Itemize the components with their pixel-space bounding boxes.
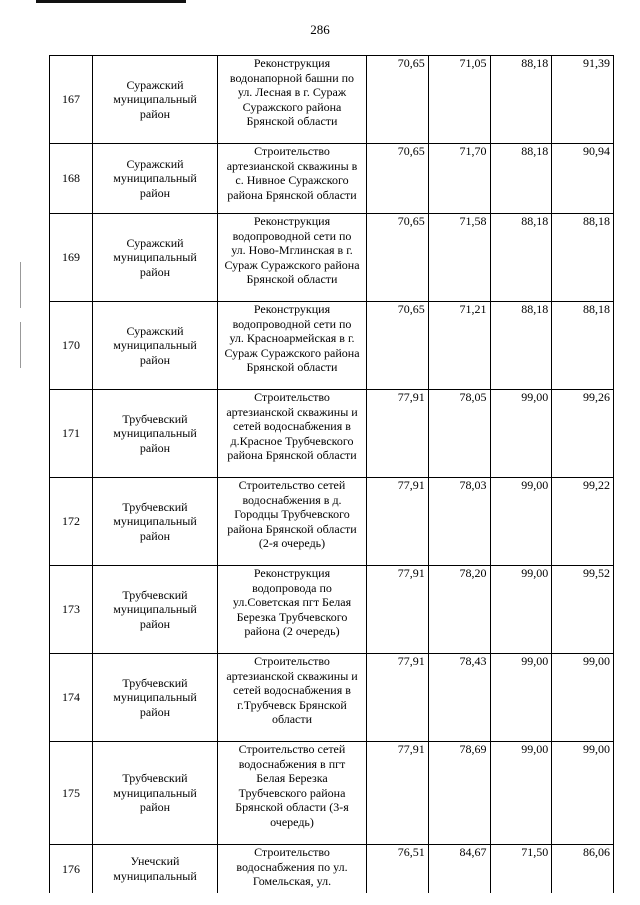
row-number-cell: [50, 56, 93, 144]
row-number: 170: [62, 338, 80, 353]
value-2: 71,70: [459, 144, 487, 158]
row-number-cell: [50, 478, 93, 566]
value-1-cell: [367, 845, 429, 893]
value-2-cell: [428, 478, 490, 566]
value-3-cell: [490, 566, 552, 654]
district-name: Суражский муниципальный район: [113, 77, 197, 121]
table-row: [50, 566, 614, 654]
value-3-cell: [490, 144, 552, 214]
value-2-cell: [428, 214, 490, 302]
value-1: 77,91: [397, 478, 425, 492]
row-number-cell: [50, 302, 93, 390]
row-number: 175: [62, 785, 80, 800]
project-cell: [218, 654, 367, 742]
project-cell: [218, 56, 367, 144]
project-cell: [218, 566, 367, 654]
value-1: 70,65: [397, 56, 425, 70]
value-1-cell: [367, 390, 429, 478]
value-1: 70,65: [397, 144, 425, 158]
value-2: 78,05: [459, 390, 487, 404]
district-cell: [93, 654, 218, 742]
value-3-cell: [490, 214, 552, 302]
district-name: Суражский муниципальный район: [113, 156, 197, 200]
value-3-cell: [490, 56, 552, 144]
district-cell: [93, 478, 218, 566]
district-cell: [93, 214, 218, 302]
value-4-cell: [552, 390, 614, 478]
row-number: 168: [62, 171, 80, 186]
value-1-cell: [367, 56, 429, 144]
district-cell: [93, 742, 218, 845]
top-rule: [36, 0, 186, 3]
row-number-cell: [50, 144, 93, 214]
project-name: Строительство водоснабжения по ул. Гомельская, ул.: [236, 845, 348, 888]
district-cell: [93, 302, 218, 390]
value-4: 99,00: [583, 742, 610, 756]
value-2-cell: [428, 845, 490, 893]
value-3: 99,00: [521, 654, 549, 668]
value-4-cell: [552, 302, 614, 390]
value-2-cell: [428, 56, 490, 144]
value-1-cell: [367, 214, 429, 302]
table-row: [50, 144, 614, 214]
margin-mark: [20, 262, 21, 308]
table-row: [50, 302, 614, 390]
table-row: [50, 478, 614, 566]
district-cell: [93, 56, 218, 144]
value-4-cell: [552, 654, 614, 742]
value-2: 71,21: [459, 302, 487, 316]
value-3: 71,50: [521, 845, 549, 859]
row-number: 172: [62, 514, 80, 529]
project-name: Реконструкция водопроводной сети по ул. Ново-Мглинская в г. Сураж Суражского района Брянской области: [224, 214, 360, 286]
table-row: [50, 845, 614, 893]
value-4: 99,52: [583, 566, 610, 580]
value-2-cell: [428, 144, 490, 214]
project-name: Строительство сетей водоснабжения в д. Городцы Трубчевского района Брянской области (2-я очередь): [227, 478, 357, 550]
value-2: 71,05: [459, 56, 487, 70]
table-row: [50, 390, 614, 478]
project-name: Строительство артезианской скважины в с. Нивное Суражского района Брянской области: [226, 144, 358, 202]
project-cell: [218, 214, 367, 302]
value-2: 78,03: [459, 478, 487, 492]
value-4: 90,94: [583, 144, 610, 158]
district-name: Унечский муниципальный: [113, 854, 197, 883]
project-cell: [218, 390, 367, 478]
value-4-cell: [552, 214, 614, 302]
row-number: 173: [62, 602, 80, 617]
project-name: Строительство сетей водоснабжения в пгт Белая Березка Трубчевского района Брянской области (3-я очередь): [235, 742, 349, 829]
row-number: 169: [62, 250, 80, 265]
value-1-cell: [367, 654, 429, 742]
value-3: 88,18: [521, 214, 549, 228]
project-cell: [218, 742, 367, 845]
value-4: 88,18: [583, 302, 610, 316]
value-1: 77,91: [397, 566, 425, 580]
value-4: 91,39: [583, 56, 610, 70]
value-1-cell: [367, 742, 429, 845]
value-3: 99,00: [521, 566, 549, 580]
row-number-cell: [50, 566, 93, 654]
row-number: 176: [62, 861, 80, 876]
value-2: 84,67: [459, 845, 487, 859]
project-cell: [218, 478, 367, 566]
value-2: 71,58: [459, 214, 487, 228]
value-2-cell: [428, 742, 490, 845]
value-1: 70,65: [397, 302, 425, 316]
value-1-cell: [367, 144, 429, 214]
value-3: 88,18: [521, 56, 549, 70]
district-name: Трубчевский муниципальный район: [113, 411, 197, 455]
value-4-cell: [552, 56, 614, 144]
value-3-cell: [490, 390, 552, 478]
value-4-cell: [552, 845, 614, 893]
district-name: Трубчевский муниципальный район: [113, 771, 197, 815]
value-2-cell: [428, 654, 490, 742]
district-name: Трубчевский муниципальный район: [113, 675, 197, 719]
value-3-cell: [490, 478, 552, 566]
value-1: 77,91: [397, 390, 425, 404]
value-2: 78,20: [459, 566, 487, 580]
value-3-cell: [490, 654, 552, 742]
district-cell: [93, 566, 218, 654]
project-name: Строительство артезианской скважины и сетей водоснабжения в д.Красное Трубчевского района Брянской области: [226, 390, 358, 462]
value-3: 88,18: [521, 302, 549, 316]
row-number-cell: [50, 742, 93, 845]
value-4-cell: [552, 478, 614, 566]
table-row: [50, 214, 614, 302]
project-name: Реконструкция водопровода по ул.Советская пгт Белая Березка Трубчевского района (2 очередь): [232, 566, 352, 638]
page-number: 286: [310, 22, 330, 37]
register-table: [49, 55, 614, 893]
project-name: Строительство артезианской скважины и сетей водоснабжения в г.Трубчевск Брянской области: [226, 654, 358, 726]
value-1-cell: [367, 478, 429, 566]
value-4: 88,18: [583, 214, 610, 228]
row-number-cell: [50, 214, 93, 302]
value-2: 78,69: [459, 742, 487, 756]
row-number: 167: [62, 92, 80, 107]
value-3-cell: [490, 302, 552, 390]
value-3: 88,18: [521, 144, 549, 158]
project-cell: [218, 845, 367, 893]
value-1: 70,65: [397, 214, 425, 228]
value-4-cell: [552, 742, 614, 845]
value-3-cell: [490, 742, 552, 845]
project-name: Реконструкция водонапорной башни по ул. Лесная в г. Сураж Суражского района Брянской области: [229, 56, 355, 128]
table-row: [50, 56, 614, 144]
value-3: 99,00: [521, 478, 549, 492]
value-2-cell: [428, 566, 490, 654]
district-cell: [93, 144, 218, 214]
value-1: 77,91: [397, 742, 425, 756]
value-2-cell: [428, 302, 490, 390]
value-2: 78,43: [459, 654, 487, 668]
district-name: Суражский муниципальный район: [113, 323, 197, 367]
row-number-cell: [50, 654, 93, 742]
table-body: [50, 56, 614, 893]
district-name: Трубчевский муниципальный район: [113, 587, 197, 631]
district-name: Трубчевский муниципальный район: [113, 499, 197, 543]
value-4: 99,00: [583, 654, 610, 668]
value-1: 76,51: [397, 845, 425, 859]
project-cell: [218, 302, 367, 390]
project-cell: [218, 144, 367, 214]
table-row: [50, 654, 614, 742]
value-4-cell: [552, 566, 614, 654]
value-2-cell: [428, 390, 490, 478]
row-number-cell: [50, 390, 93, 478]
value-4: 86,06: [583, 845, 610, 859]
value-3: 99,00: [521, 390, 549, 404]
table-row: [50, 742, 614, 845]
district-cell: [93, 390, 218, 478]
value-4-cell: [552, 144, 614, 214]
value-3-cell: [490, 845, 552, 893]
district-cell: [93, 845, 218, 893]
value-4: 99,22: [583, 478, 610, 492]
district-name: Суражский муниципальный район: [113, 235, 197, 279]
project-name: Реконструкция водопроводной сети по ул. Красноармейская в г. Сураж Суражского района Брянской области: [224, 302, 360, 374]
value-1: 77,91: [397, 654, 425, 668]
row-number: 174: [62, 690, 80, 705]
row-number: 171: [62, 426, 80, 441]
value-4: 99,26: [583, 390, 610, 404]
margin-mark: [20, 322, 21, 368]
row-number-cell: [50, 845, 93, 893]
value-1-cell: [367, 566, 429, 654]
value-1-cell: [367, 302, 429, 390]
value-3: 99,00: [521, 742, 549, 756]
